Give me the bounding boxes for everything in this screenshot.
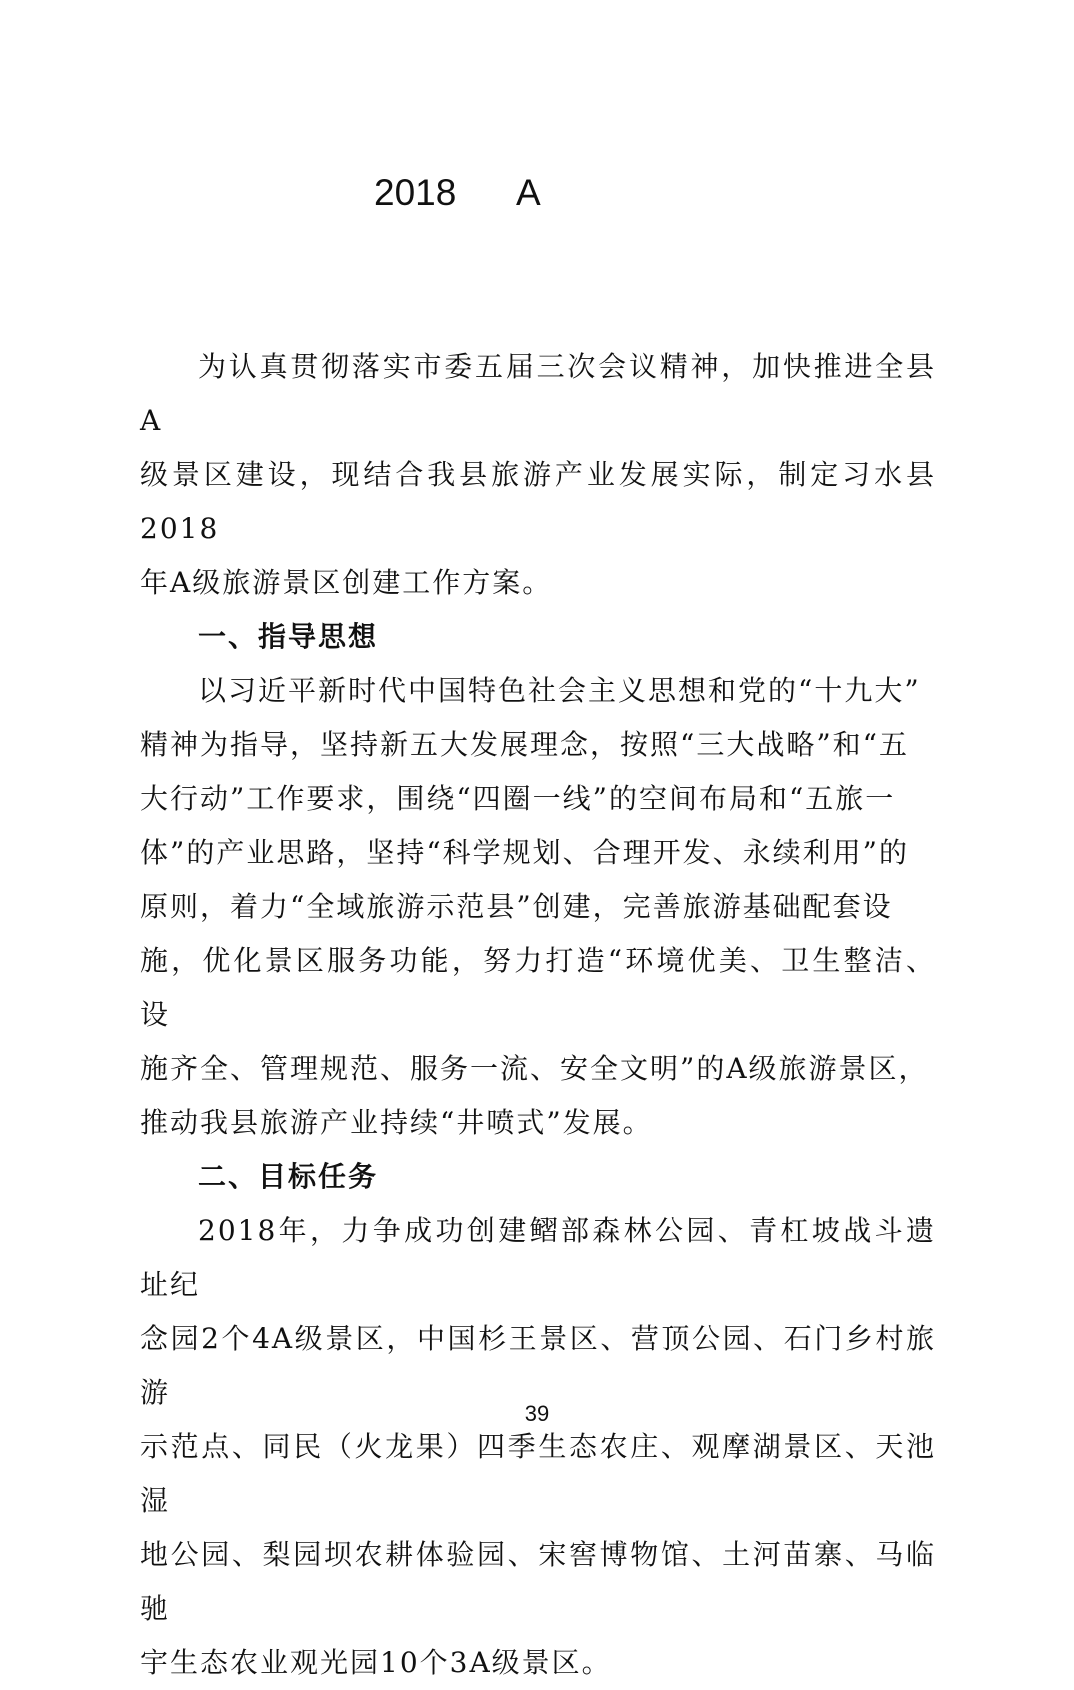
section-heading-guiding-ideology: 一、指导思想 bbox=[198, 620, 379, 653]
document-title: 2018 A bbox=[374, 172, 541, 213]
document-body bbox=[140, 340, 936, 1690]
page-number: 39 bbox=[524, 1401, 550, 1426]
section-heading-objectives: 二、目标任务 bbox=[198, 1160, 379, 1193]
intro-paragraph: 为认真贯彻落实市委五届三次会议精神，加快推进全县A 级景区建设，现结合我县旅游产业发展实际，制定习水县2018 年A级旅游景区创建工作方案。 bbox=[140, 350, 936, 599]
objectives-paragraph: 2018年，力争成功创建鳛部森林公园、青杠坡战斗遗址纪 念园2个4A级景区，中国杉王景区、营顶公园、石门乡村旅游 示范点、同民（火龙果）四季生态农庄、观摩湖景区、天池湿 地公园、梨园坝农耕体验园、宋窖博物馆、土河苗寨、马临驰 宇生态农业观光园10个3A级景区。 bbox=[140, 1214, 936, 1679]
guiding-ideology-paragraph: 以习近平新时代中国特色社会主义思想和党的“十九大” 精神为指导，坚持新五大发展理念，按照“三大战略”和“五 大行动”工作要求，围绕“四圈一线”的空间布局和“五旅一 体”的产业思路，坚持“科学规划、合理开发、永续利用”的 原则，着力“全域旅游示范县”创建，完善旅游基础配套设 施，优化景区服务功能，努力打造“环境优美、卫生整洁、设 施齐全、管理规范、服务一流、安全文明”的A级旅游景区， 推动我县旅游产业持续“井喷式”发展。 bbox=[140, 674, 936, 1139]
